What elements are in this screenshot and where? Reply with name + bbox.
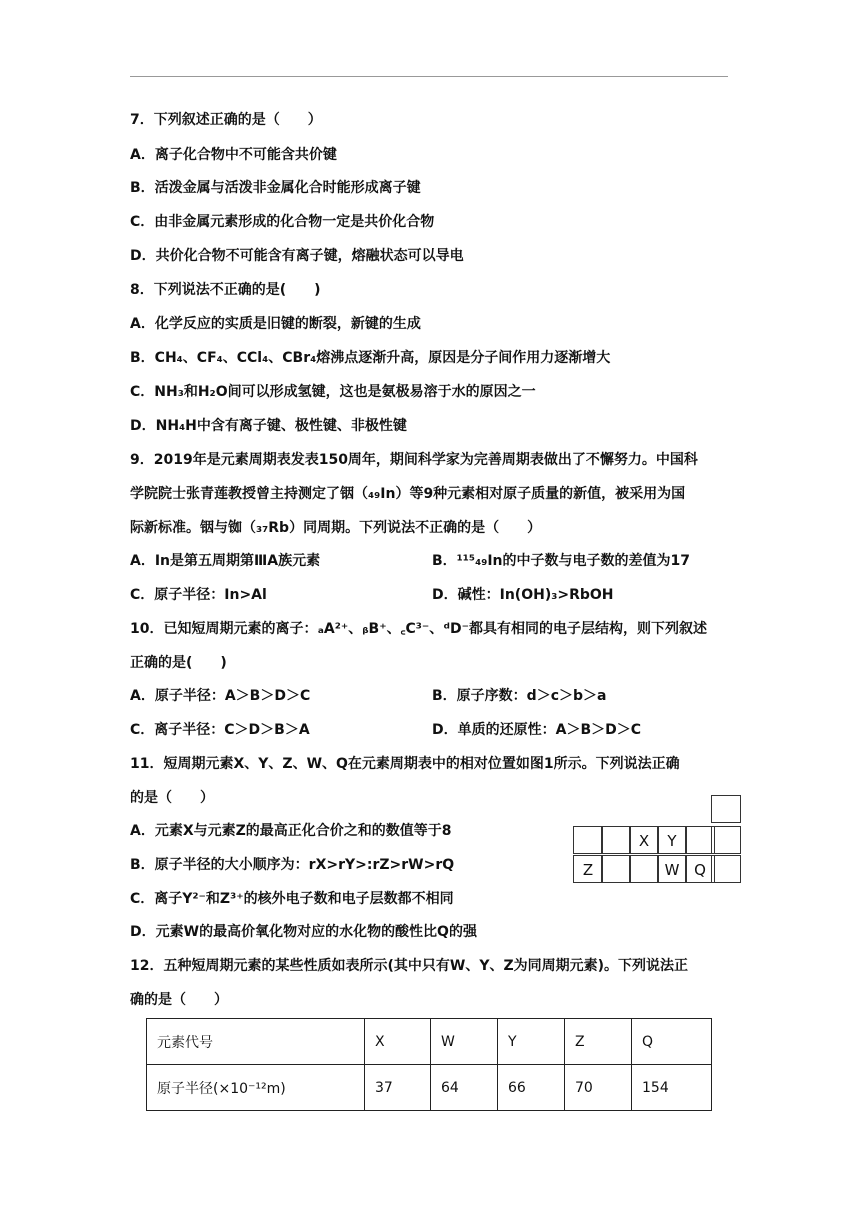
table-cell: 70	[565, 1065, 632, 1111]
q8-option-b: B．CH₄、CF₄、CCl₄、CBr₄熔沸点逐渐升高，原因是分子间作用力逐渐增大	[130, 350, 611, 366]
table-row	[147, 1019, 712, 1065]
q10-stem-line2: 正确的是( )	[130, 655, 227, 671]
table-cell: Z	[565, 1019, 632, 1065]
q9-option-b: B．¹¹⁵₄₉In的中子数与电子数的差值为17	[432, 553, 690, 569]
q7-option-d: D．共价化合物不可能含有离子键，熔融状态可以导电	[130, 248, 464, 264]
q11-stem-line1: 11．短周期元素X、Y、Z、W、Q在元素周期表中的相对位置如图1所示。下列说法正确	[130, 756, 680, 772]
q9-option-c: C．原子半径：In>Al	[130, 587, 267, 603]
table-cell: 154	[632, 1065, 712, 1111]
q11-stem-line2: 的是（ ）	[130, 790, 214, 806]
q10-option-a: A．原子半径：A＞B＞D＞C	[130, 688, 311, 704]
table-cell: 66	[498, 1065, 565, 1111]
grid-cell-empty	[711, 855, 741, 883]
q10-option-b: B．原子序数：d＞c＞b＞a	[432, 688, 607, 704]
q9-option-d: D．碱性：In(OH)₃>RbOH	[432, 587, 614, 603]
grid-cell-empty	[601, 855, 631, 883]
q9-stem-line3: 际新标准。铟与铷（₃₇Rb）同周期。下列说法不正确的是（ ）	[130, 520, 542, 536]
table-cell: 元素代号	[147, 1019, 365, 1065]
table-cell: Y	[498, 1019, 565, 1065]
q11-option-b: B．原子半径的大小顺序为：rX>rY>:rZ>rW>rQ	[130, 857, 455, 873]
q11-option-a: A．元素X与元素Z的最高正化合价之和的数值等于8	[130, 823, 452, 839]
q11-option-c: C．离子Y²⁻和Z³⁺的核外电子数和电子层数都不相同	[130, 891, 454, 907]
q7-option-c: C．由非金属元素形成的化合物一定是共价化合物	[130, 214, 435, 230]
table-cell: 原子半径(×10⁻¹²m)	[147, 1065, 365, 1111]
q7-stem: 7．下列叙述正确的是（ ）	[130, 112, 322, 128]
grid-cell-empty	[629, 855, 659, 883]
table-row	[147, 1065, 712, 1111]
q12-stem-line1: 12．五种短周期元素的某些性质如表所示(其中只有W、Y、Z为同周期元素)。下列说法正	[130, 958, 689, 974]
table-cell: W	[431, 1019, 498, 1065]
grid-cell-empty	[601, 826, 631, 854]
q8-option-d: D．NH₄H中含有离子键、极性键、非极性键	[130, 418, 407, 434]
table-cell: Q	[632, 1019, 712, 1065]
q9-stem-line2: 学院院士张青莲教授曾主持测定了铟（₄₉In）等9种元素相对原子质量的新值，被采用为国	[130, 486, 686, 502]
grid-cell-w: W	[657, 855, 687, 883]
q10-stem-line1: 10．已知短周期元素的离子：ₐA²⁺、ᵦB⁺、꜀C³⁻、ᵈD⁻都具有相同的电子层结构，则下列叙述	[130, 621, 707, 637]
header-rule	[130, 76, 728, 77]
q12-stem-line2: 确的是（ ）	[130, 992, 228, 1008]
element-properties-table	[146, 1018, 712, 1111]
grid-cell-y: Y	[657, 826, 687, 854]
q11-option-d: D．元素W的最高价氧化物对应的水化物的酸性比Q的强	[130, 924, 477, 940]
grid-cell-x: X	[629, 826, 659, 854]
grid-cell-empty	[711, 795, 741, 823]
q7-option-b: B．活泼金属与活泼非金属化合时能形成离子键	[130, 180, 421, 196]
q10-option-c: C．离子半径：C＞D＞B＞A	[130, 722, 310, 738]
q8-option-a: A．化学反应的实质是旧键的断裂，新键的生成	[130, 316, 421, 332]
q9-stem-line1: 9．2019年是元素周期表发表150周年，期间科学家为完善周期表做出了不懈努力。中国科	[130, 452, 698, 468]
table-cell: 37	[365, 1065, 431, 1111]
q7-option-a: A．离子化合物中不可能含共价键	[130, 147, 337, 163]
periodic-table-figure	[573, 795, 743, 887]
table-cell: X	[365, 1019, 431, 1065]
q8-option-c: C．NH₃和H₂O间可以形成氢键，这也是氨极易溶于水的原因之一	[130, 384, 536, 400]
grid-cell-z: Z	[573, 855, 603, 883]
grid-cell-empty	[711, 826, 741, 854]
q8-stem: 8．下列说法不正确的是( )	[130, 282, 321, 298]
q9-option-a: A．In是第五周期第ⅢA族元素	[130, 553, 321, 569]
grid-cell-empty	[573, 826, 603, 854]
grid-cell-q: Q	[685, 855, 715, 883]
q10-option-d: D．单质的还原性：A＞B＞D＞C	[432, 722, 642, 738]
table-cell: 64	[431, 1065, 498, 1111]
